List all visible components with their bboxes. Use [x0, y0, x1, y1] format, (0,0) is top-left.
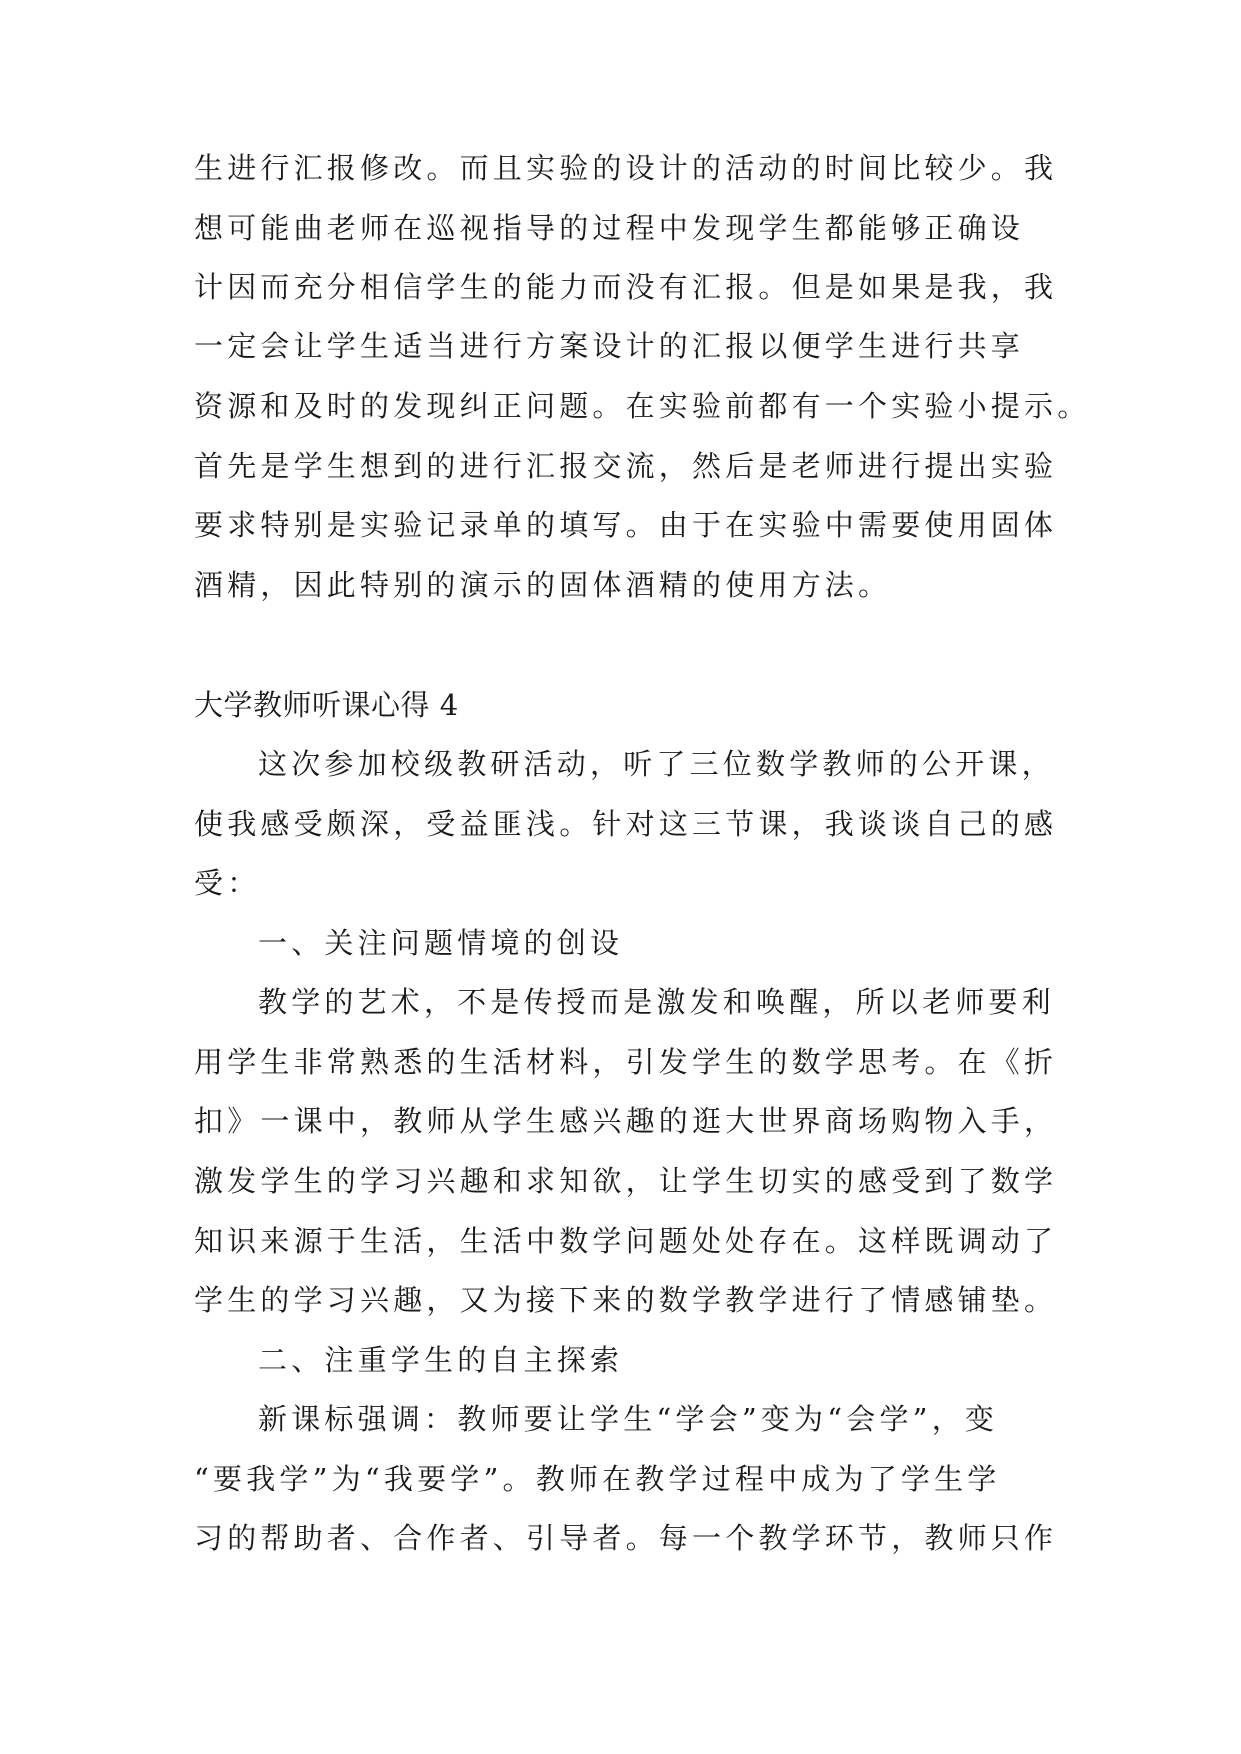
body-text-line: 酒精，因此特别的演示的固体酒精的使用方法。 — [194, 568, 892, 602]
body-text-line: 一定会让学生适当进行方案设计的汇报以便学生进行共享 — [194, 329, 1025, 363]
body-text-line: 习的帮助者、合作者、引导者。每一个教学环节，教师只作 — [194, 1521, 1058, 1555]
body-text-line: “要我学”为“我要学”。教师在教学过程中成为了学生学 — [194, 1462, 1001, 1496]
body-text-line: 计因而充分相信学生的能力而没有汇报。但是如果是我，我 — [194, 270, 1058, 304]
body-text-line: 首先是学生想到的进行汇报交流，然后是老师进行提出实验 — [194, 449, 1058, 483]
body-text-line: 要求特别是实验记录单的填写。由于在实验中需要使用固体 — [194, 508, 1058, 542]
body-text-line: 受： — [194, 866, 261, 900]
body-text-line: 使我感受颇深，受益匪浅。针对这三节课，我谈谈自己的感 — [194, 807, 1058, 841]
body-text-line: 生进行汇报修改。而且实验的设计的活动的时间比较少。我 — [194, 151, 1058, 185]
body-text-line: 想可能曲老师在巡视指导的过程中发现学生都能够正确设 — [194, 211, 1025, 245]
body-text-line: 这次参加校级教研活动，听了三位数学教师的公开课， — [258, 747, 1055, 781]
body-text-line: 学生的学习兴趣，又为接下来的数学教学进行了情感铺垫。 — [194, 1283, 1058, 1317]
body-text-line: 扣》一课中，教师从学生感兴趣的逛大世界商场购物入手， — [194, 1104, 1058, 1138]
body-text-line: 教学的艺术，不是传授而是激发和唤醒，所以老师要利 — [258, 985, 1055, 1019]
body-text-line: 知识来源于生活，生活中数学问题处处存在。这样既调动了 — [194, 1224, 1058, 1258]
section-title: 大学教师听课心得 4 — [194, 688, 459, 722]
subheading: 二、注重学生的自主探索 — [258, 1343, 624, 1377]
body-text-line: 新课标强调：教师要让学生“学会”变为“会学”，变 — [258, 1402, 999, 1436]
body-text-line: 激发学生的学习兴趣和求知欲，让学生切实的感受到了数学 — [194, 1164, 1058, 1198]
body-text-line: 资源和及时的发现纠正问题。在实验前都有一个实验小提示。 — [194, 389, 1091, 423]
subheading: 一、关注问题情境的创设 — [258, 926, 624, 960]
body-text-line: 用学生非常熟悉的生活材料，引发学生的数学思考。在《折 — [194, 1045, 1058, 1079]
